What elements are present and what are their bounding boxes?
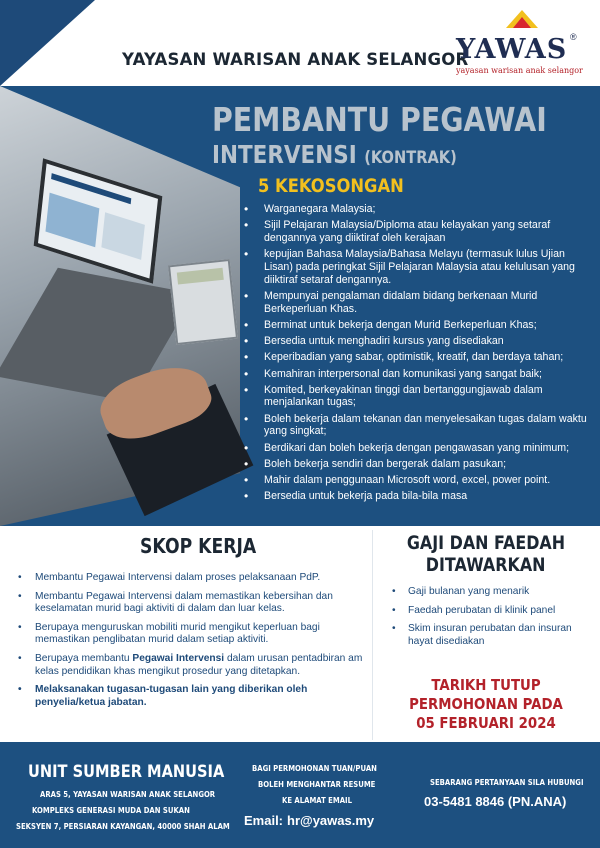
calculator-display bbox=[177, 268, 224, 285]
header-corner-shape bbox=[0, 0, 95, 86]
benefit-item: • Gaji bulanan yang menarik bbox=[392, 586, 592, 599]
requirement-item: • Boleh bekerja sendiri dan bergerak dalam pasukan; bbox=[242, 458, 590, 471]
logo-wordmark: YAWAS bbox=[456, 34, 568, 65]
address-line3: SEKSYEN 7, PERSIARAN KAYANGAN, 40000 SHAH ALAM bbox=[16, 822, 230, 831]
closing-date bbox=[372, 676, 600, 733]
benefits-list bbox=[392, 586, 592, 654]
benefits-title-line2: DITAWARKAN bbox=[426, 555, 546, 576]
phone-number[interactable]: 03-5481 8846 (PN.ANA) bbox=[424, 794, 567, 809]
apply-note-line1: BAGI PERMOHONAN TUAN/PUAN bbox=[252, 764, 377, 773]
scope-item bbox=[18, 653, 366, 678]
contact-note: SEBARANG PERTANYAAN SILA HUBUNGI bbox=[430, 778, 584, 787]
scope-item: • Membantu Pegawai Intervensi dalam memastikan kebersihan dan keselamatan murid bagi aktiviti di dalam dan luar kelas. bbox=[18, 591, 366, 616]
benefits-title bbox=[372, 533, 600, 577]
scope-item-text: dalam urusan pentadbiran am kelas pendidikan khas mengikut prosedur yang ditetapkan. bbox=[35, 652, 363, 677]
requirement-item: • Berdikari dan boleh bekerja dengan pengawasan yang minimum; bbox=[242, 442, 590, 455]
logo-registered-mark: ® bbox=[570, 32, 577, 42]
requirement-item: • Bersedia untuk menghadiri kursus yang disediakan bbox=[242, 335, 590, 348]
scope-item-bold-text: Pegawai Intervensi bbox=[132, 652, 225, 664]
address-line2: KOMPLEKS GENERASI MUDA DAN SUKAN bbox=[32, 806, 190, 815]
requirement-item: • kepujian Bahasa Malaysia/Bahasa Melayu (termasuk lulus Ujian Lisan) pada peringkat Sijil Pelajaran Malaysia atau kelulusan yang diiktiraf setaraf dengannya. bbox=[242, 248, 590, 286]
calculator-image bbox=[168, 259, 238, 345]
job-title-line2 bbox=[212, 140, 457, 169]
requirement-item: • Komited, berkeyakinan tinggi dan bertanggungjawab dalam menjalankan tugas; bbox=[242, 384, 590, 410]
scope-item: • Membantu Pegawai Intervensi dalam proses pelaksanaan PdP. bbox=[18, 572, 366, 585]
benefits-title-line1: GAJI DAN FAEDAH bbox=[406, 533, 566, 554]
job-title-main: INTERVENSI bbox=[212, 140, 357, 169]
scope-item: • Berupaya menguruskan mobiliti murid mengikut keperluan bagi memastikan penglibatan murid dalam setiap aktiviti. bbox=[18, 622, 366, 647]
scope-item-text: Berupaya membantu bbox=[35, 652, 133, 664]
yawas-logo bbox=[452, 10, 582, 78]
benefit-item: • Faedah perubatan di klinik panel bbox=[392, 605, 592, 618]
requirements-list bbox=[242, 203, 590, 506]
scope-list bbox=[18, 572, 366, 715]
organization-name: YAYASAN WARISAN ANAK SELANGOR bbox=[122, 50, 469, 69]
apply-note-line2: BOLEH MENGHANTAR RESUME bbox=[258, 780, 376, 789]
job-title-line1: PEMBANTU PEGAWAI bbox=[212, 100, 547, 139]
apply-note-line3: KE ALAMAT EMAIL bbox=[282, 796, 353, 805]
email-link[interactable]: hr@yawas.my bbox=[287, 813, 375, 828]
requirement-item: • Kemahiran interpersonal dan komunikasi yang sangat baik; bbox=[242, 368, 590, 381]
logo-inner-triangle-icon bbox=[513, 17, 531, 28]
closing-date-line3: 05 FEBRUARI 2024 bbox=[416, 714, 556, 732]
logo-tagline: yayasan warisan anak selangor bbox=[456, 66, 583, 75]
requirement-item: • Bersedia untuk bekerja pada bila-bila masa bbox=[242, 490, 590, 503]
requirement-item: • Mahir dalam penggunaan Microsoft word, excel, power point. bbox=[242, 474, 590, 487]
screen-chart-graphic bbox=[101, 212, 145, 260]
requirement-item: • Mempunyai pengalaman didalam bidang berkenaan Murid Berkeperluan Khas. bbox=[242, 290, 590, 316]
requirement-item: • Berminat untuk bekerja dengan Murid Berkeperluan Khas; bbox=[242, 319, 590, 332]
header bbox=[0, 0, 600, 86]
screen-map-graphic bbox=[45, 193, 99, 248]
closing-date-line1: TARIKH TUTUP bbox=[431, 676, 541, 694]
requirement-item: • Keperibadian yang sabar, optimistik, kreatif, dan berdaya tahan; bbox=[242, 351, 590, 364]
email-contact bbox=[244, 813, 374, 828]
scope-item: • Melaksanakan tugasan-tugasan lain yang diberikan oleh penyelia/ketua jabatan. bbox=[18, 684, 366, 709]
benefit-item: • Skim insuran perubatan dan insuran hayat disediakan bbox=[392, 623, 592, 648]
vacancies-count: 5 KEKOSONGAN bbox=[258, 175, 404, 197]
email-label: Email: bbox=[244, 813, 284, 828]
address-line1: ARAS 5, YAYASAN WARISAN ANAK SELANGOR bbox=[40, 790, 216, 799]
job-title-suffix: (KONTRAK) bbox=[364, 148, 457, 168]
scope-title: SKOP KERJA bbox=[140, 534, 257, 558]
requirement-item: • Warganegara Malaysia; bbox=[242, 203, 590, 216]
requirement-item: • Boleh bekerja dalam tekanan dan menyelesaikan tugas dalam waktu yang singkat; bbox=[242, 413, 590, 439]
requirement-item: • Sijil Pelajaran Malaysia/Diploma atau kelayakan yang setaraf dengannya yang diiktiraf oleh kerajaan bbox=[242, 219, 590, 245]
closing-date-line2: PERMOHONAN PADA bbox=[409, 695, 563, 713]
hr-unit-title: UNIT SUMBER MANUSIA bbox=[28, 762, 225, 782]
